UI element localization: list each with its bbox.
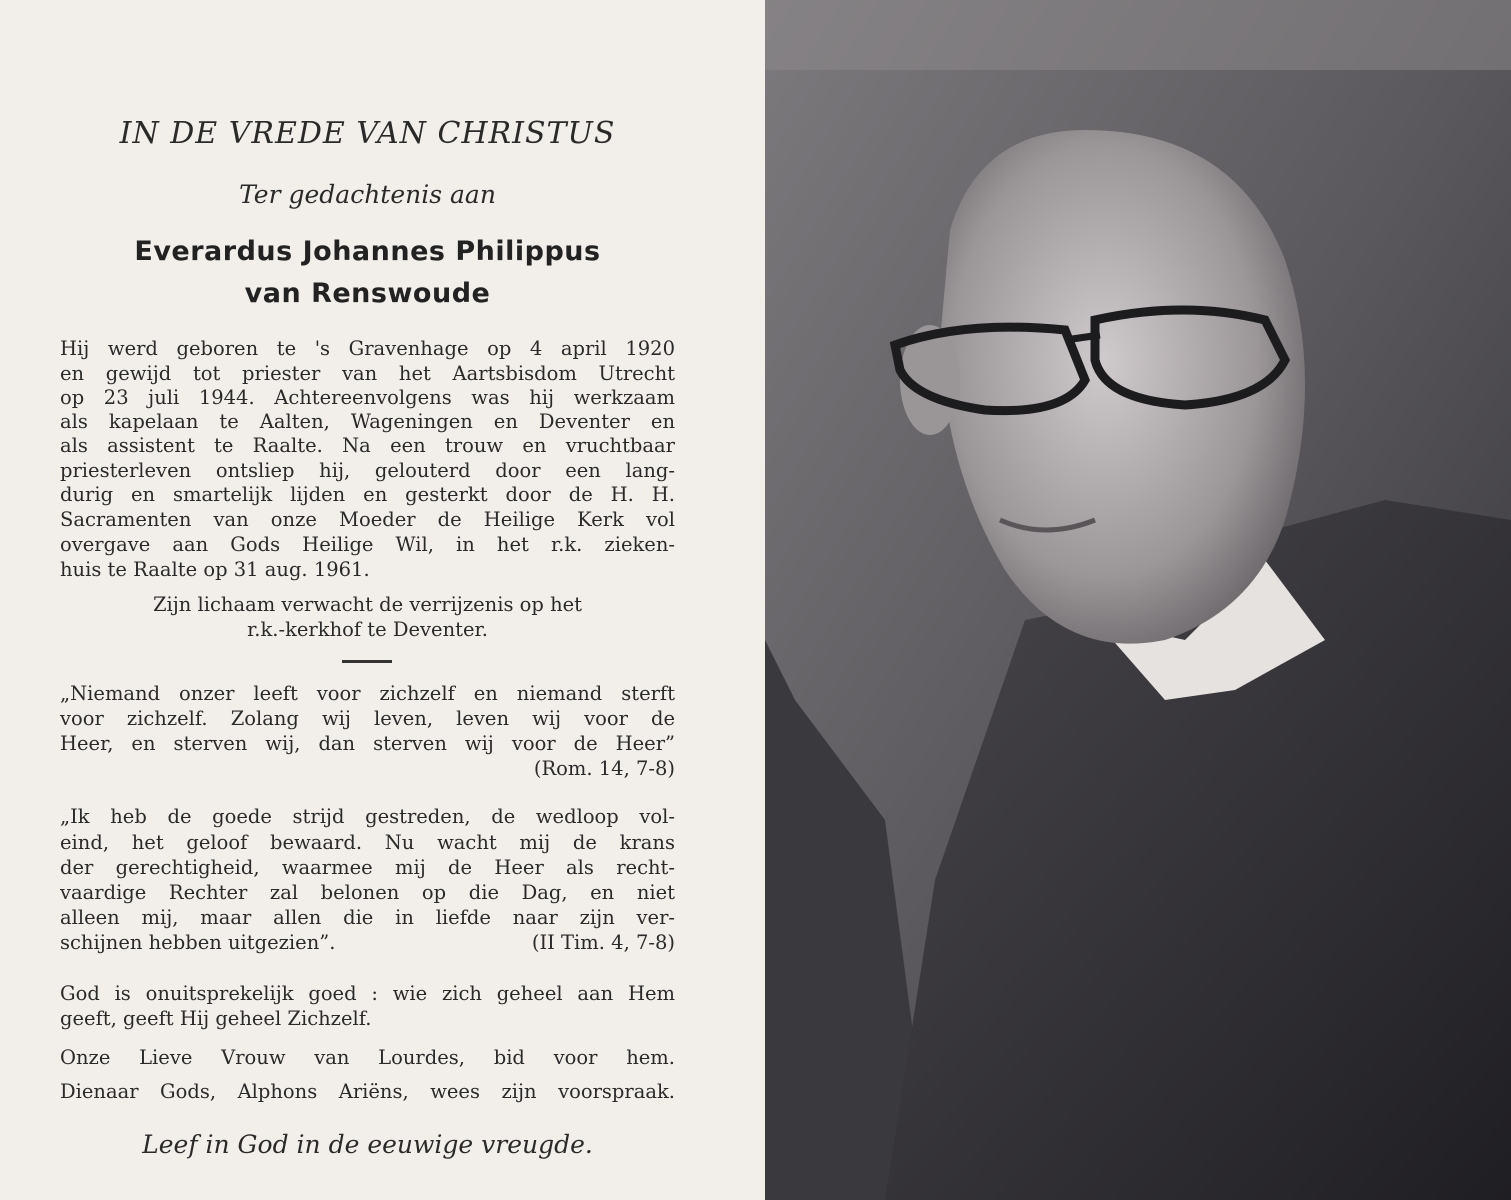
closing-line: Leef in God in de eeuwige vreugde. bbox=[142, 1130, 593, 1159]
bio-line: als assistent te Raalte. Na een trouw en vruchtbaar bbox=[60, 434, 675, 457]
quote-line: Heer, en sterven wij, dan sterven wij voor de Heer” bbox=[60, 732, 675, 755]
bio-line: en gewijd tot priester van het Aartsbisdom Utrecht bbox=[60, 362, 675, 385]
quote-line: voor zichzelf. Zolang wij leven, leven wij voor de bbox=[60, 707, 675, 730]
god-line: God is onuitsprekelijk goed : wie zich geheel aan Hem bbox=[60, 982, 675, 1005]
bio-line: overgave aan Gods Heilige Wil, in het r.k. zieken- bbox=[60, 533, 675, 556]
portrait-image bbox=[765, 0, 1511, 1200]
text-column bbox=[60, 0, 675, 1200]
bio-line: als kapelaan te Aalten, Wageningen en Deventer en bbox=[60, 410, 675, 433]
quote-line: eind, het geloof bewaard. Nu wacht mij de krans bbox=[60, 831, 675, 854]
bio-line: durig en smartelijk lijden en gesterkt door de H. H. bbox=[60, 483, 675, 506]
god-line: geeft, geeft Hij geheel Zichzelf. bbox=[60, 1007, 372, 1030]
bio-line: Sacramenten van onze Moeder de Heilige Kerk vol bbox=[60, 508, 675, 531]
quote-line: „Ik heb de goede strijd gestreden, de wedloop vol- bbox=[60, 805, 675, 828]
quote-line: schijnen hebben uitgezien”. bbox=[60, 931, 336, 954]
in-memory-line: Ter gedachtenis aan bbox=[239, 180, 496, 209]
burial-line: Zijn lichaam verwacht de verrijzenis op het bbox=[152, 593, 583, 616]
bio-line: priesterleven ontsliep hij, gelouterd door een lang- bbox=[60, 459, 675, 482]
deceased-name-line2: van Renswoude bbox=[244, 278, 491, 309]
quote-reference: (Rom. 14, 7-8) bbox=[533, 757, 675, 780]
quote-line: der gerechtigheid, waarmee mij de Heer als recht- bbox=[60, 856, 675, 879]
deceased-name-line1: Everardus Johannes Philippus bbox=[134, 236, 601, 267]
bio-line: Hij werd geboren te 's Gravenhage op 4 april 1920 bbox=[60, 337, 675, 360]
burial-line: r.k.-kerkhof te Deventer. bbox=[247, 618, 488, 641]
bio-line: huis te Raalte op 31 aug. 1961. bbox=[60, 558, 370, 581]
quote-reference: (II Tim. 4, 7-8) bbox=[531, 931, 675, 954]
prayer-lourdes: Onze Lieve Vrouw van Lourdes, bid voor hem. bbox=[60, 1046, 675, 1069]
heading: IN DE VREDE VAN CHRISTUS bbox=[119, 116, 616, 151]
portrait-photo bbox=[765, 0, 1511, 1200]
quote-line: vaardige Rechter zal belonen op die Dag, en niet bbox=[60, 881, 675, 904]
divider bbox=[342, 660, 392, 663]
quote-line: „Niemand onzer leeft voor zichzelf en niemand sterft bbox=[60, 682, 675, 705]
quote-line: alleen mij, maar allen die in liefde naar zijn ver- bbox=[60, 906, 675, 929]
prayer-ariens: Dienaar Gods, Alphons Ariëns, wees zijn voorspraak. bbox=[60, 1080, 675, 1103]
bio-line: op 23 juli 1944. Achtereenvolgens was hij werkzaam bbox=[60, 386, 675, 409]
